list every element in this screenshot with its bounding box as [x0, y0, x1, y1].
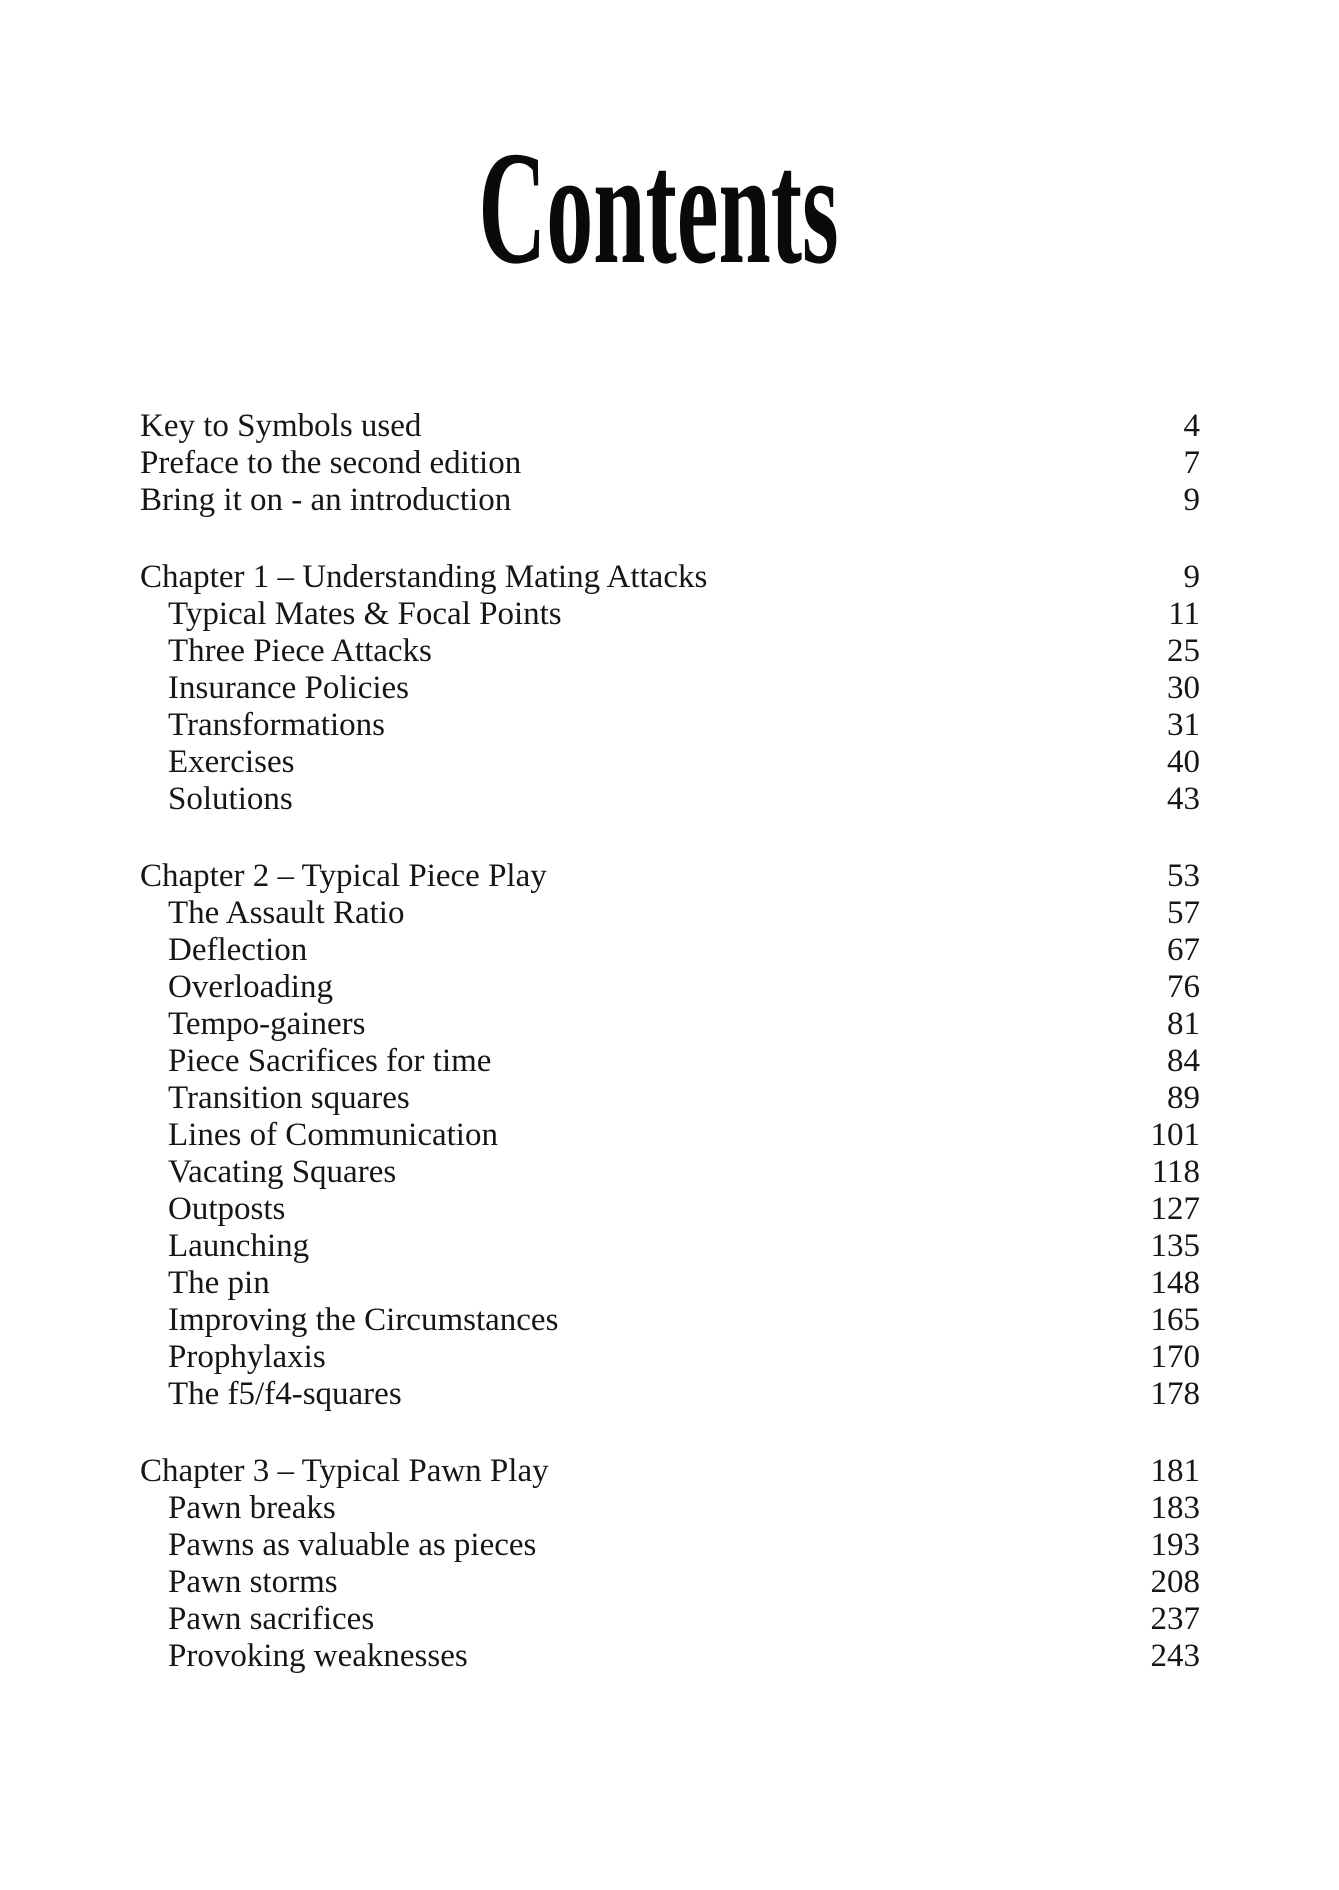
- toc-entry: [140, 1154, 1200, 1191]
- toc-entry-page: 148: [1150, 1265, 1200, 1301]
- toc-entry-page: 243: [1150, 1638, 1200, 1674]
- toc-entry-label: The f5/f4-squares: [168, 1376, 402, 1412]
- toc-entry-label: Three Piece Attacks: [168, 633, 432, 669]
- toc-entry: [140, 633, 1200, 670]
- toc-entry-page: 181: [1150, 1453, 1200, 1489]
- toc-entry-label: The Assault Ratio: [168, 895, 405, 931]
- toc-entry-label: Bring it on - an introduction: [140, 482, 512, 518]
- toc-entry-page: 7: [1183, 445, 1200, 481]
- toc-section-gap: [140, 818, 1200, 858]
- toc-entry-page: 89: [1167, 1080, 1200, 1116]
- toc-entry: [140, 1601, 1200, 1638]
- toc-entry-page: 40: [1167, 744, 1200, 780]
- toc-entry: [140, 445, 1200, 482]
- toc-entry-page: 9: [1183, 482, 1200, 518]
- toc-entry: [140, 1117, 1200, 1154]
- toc-entry-page: 127: [1150, 1191, 1200, 1227]
- toc-entry: [140, 969, 1200, 1006]
- toc-entry: [140, 1006, 1200, 1043]
- toc-entry: [140, 482, 1200, 519]
- toc-entry-label: Outposts: [168, 1191, 286, 1227]
- toc-entry-label: Provoking weaknesses: [168, 1638, 468, 1674]
- toc-entry: [140, 1080, 1200, 1117]
- toc-entry: [140, 596, 1200, 633]
- toc-entry: [140, 1265, 1200, 1302]
- toc-entry-page: 57: [1167, 895, 1200, 931]
- toc-entry-page: 25: [1167, 633, 1200, 669]
- toc-entry-label: Pawn sacrifices: [168, 1601, 375, 1637]
- toc-entry: [140, 858, 1200, 895]
- toc-entry-label: Tempo-gainers: [168, 1006, 366, 1042]
- toc-entry-label: Chapter 2 – Typical Piece Play: [140, 858, 547, 894]
- toc-entry: [140, 744, 1200, 781]
- toc-entry-label: Launching: [168, 1228, 310, 1264]
- toc-entry-label: Insurance Policies: [168, 670, 410, 706]
- toc-section-gap: [140, 519, 1200, 559]
- toc-entry-label: Deflection: [168, 932, 308, 968]
- toc-entry-label: Pawns as valuable as pieces: [168, 1527, 537, 1563]
- toc-entry-page: 11: [1168, 596, 1200, 632]
- toc-entry: [140, 707, 1200, 744]
- toc-entry: [140, 559, 1200, 596]
- toc-entry: [140, 1043, 1200, 1080]
- toc-entry: [140, 1490, 1200, 1527]
- toc-entry-label: Solutions: [168, 781, 293, 817]
- toc-entry-page: 31: [1167, 707, 1200, 743]
- toc-entry-page: 76: [1167, 969, 1200, 1005]
- toc-entry-label: Exercises: [168, 744, 295, 780]
- toc-entry-label: Key to Symbols used: [140, 408, 422, 444]
- toc-entry-label: Prophylaxis: [168, 1339, 326, 1375]
- toc-entry-label: Pawn storms: [168, 1564, 338, 1600]
- toc-entry-page: 183: [1150, 1490, 1200, 1526]
- toc-entry-page: 81: [1167, 1006, 1200, 1042]
- toc-entry-page: 84: [1167, 1043, 1200, 1079]
- toc-entry: [140, 1339, 1200, 1376]
- toc-entry: [140, 408, 1200, 445]
- toc-entry-page: 9: [1183, 559, 1200, 595]
- toc-entry-label: Chapter 3 – Typical Pawn Play: [140, 1453, 549, 1489]
- toc-entry-page: 4: [1183, 408, 1200, 444]
- toc-entry-label: Typical Mates & Focal Points: [168, 596, 562, 632]
- toc-list: [140, 408, 1200, 1675]
- toc-entry-page: 208: [1150, 1564, 1200, 1600]
- toc-entry-page: 53: [1167, 858, 1200, 894]
- toc-entry-page: 193: [1150, 1527, 1200, 1563]
- toc-entry: [140, 670, 1200, 707]
- toc-entry-label: Preface to the second edition: [140, 445, 522, 481]
- toc-entry-label: Vacating Squares: [168, 1154, 397, 1190]
- toc-entry-page: 178: [1150, 1376, 1200, 1412]
- toc-entry: [140, 932, 1200, 969]
- toc-entry-page: 165: [1150, 1302, 1200, 1338]
- toc-entry: [140, 1527, 1200, 1564]
- toc-entry-label: The pin: [168, 1265, 270, 1301]
- toc-entry-label: Piece Sacrifices for time: [168, 1043, 492, 1079]
- toc-entry-page: 118: [1151, 1154, 1200, 1190]
- toc-entry-page: 135: [1150, 1228, 1200, 1264]
- toc-entry-page: 237: [1150, 1601, 1200, 1637]
- toc-entry: [140, 781, 1200, 818]
- toc-entry: [140, 1564, 1200, 1601]
- toc-entry: [140, 1302, 1200, 1339]
- toc-entry: [140, 1376, 1200, 1413]
- toc-entry: [140, 1638, 1200, 1675]
- toc-entry: [140, 1191, 1200, 1228]
- toc-entry-label: Transition squares: [168, 1080, 410, 1116]
- toc-entry-label: Chapter 1 – Understanding Mating Attacks: [140, 559, 708, 595]
- toc-entry-label: Pawn breaks: [168, 1490, 336, 1526]
- toc-entry: [140, 1453, 1200, 1490]
- toc-entry: [140, 1228, 1200, 1265]
- page-title: Contents: [478, 119, 839, 298]
- toc-entry-label: Transformations: [168, 707, 385, 743]
- toc-entry-page: 43: [1167, 781, 1200, 817]
- toc-entry-label: Overloading: [168, 969, 333, 1005]
- toc-entry-page: 170: [1150, 1339, 1200, 1375]
- toc-entry: [140, 895, 1200, 932]
- toc-entry-page: 67: [1167, 932, 1200, 968]
- toc-entry-page: 101: [1150, 1117, 1200, 1153]
- toc-section-gap: [140, 1413, 1200, 1453]
- toc-entry-label: Lines of Communication: [168, 1117, 498, 1153]
- toc-entry-label: Improving the Circumstances: [168, 1302, 559, 1338]
- toc-entry-page: 30: [1167, 670, 1200, 706]
